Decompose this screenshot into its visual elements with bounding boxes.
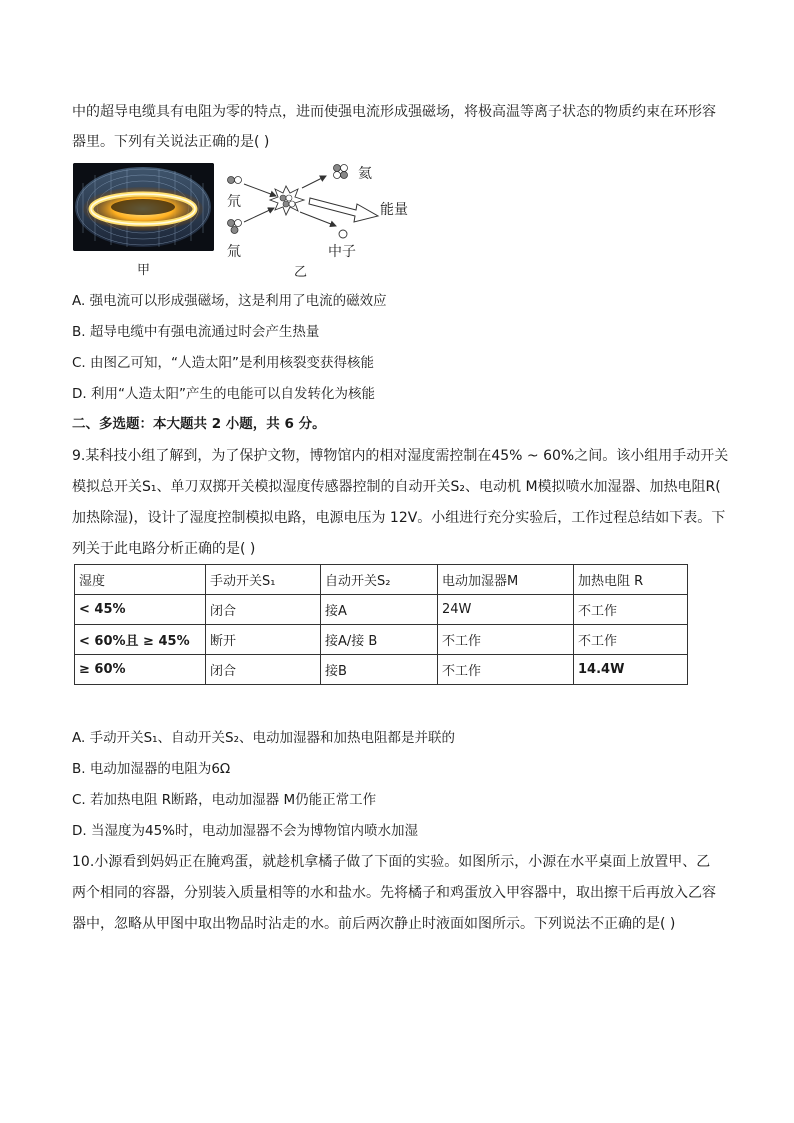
- table-header-cell: 电动加湿器M: [438, 565, 574, 595]
- q9-option-d: D. 当湿度为45%时，电动加湿器不会为博物馆内喷水加湿: [72, 823, 418, 839]
- table-cell: 闭合: [206, 595, 321, 625]
- table-cell: 断开: [206, 625, 321, 655]
- table-header-row: [75, 565, 688, 595]
- q9-text-line: 加热除湿)，设计了湿度控制模拟电路，电源电压为 12V。小组进行充分实验后，工作过程总结如下表。下: [72, 510, 726, 526]
- energy-arrow: [309, 198, 378, 222]
- question-text-line: 器里。下列有关说法正确的是( ): [72, 134, 270, 150]
- humidity-table: [74, 564, 688, 685]
- question-text-line: 中的超导电缆具有电阻为零的特点，进而使强电流形成强磁场，将极高温等离子状态的物质约束在环形容: [72, 104, 716, 120]
- q10-text-line: 器中，忽略从甲图中取出物品时沾走的水。前后两次静止时液面如图所示。下列说法不正确的是( ): [72, 916, 676, 932]
- deuterium-nucleus: [228, 177, 242, 184]
- q8-option-b: B. 超导电缆中有强电流通过时会产生热量: [72, 324, 320, 340]
- table-cell: 不工作: [438, 655, 574, 685]
- q9-option-b: B. 电动加湿器的电阻为6Ω: [72, 761, 231, 777]
- q10-text-line: 10.小源看到妈妈正在腌鸡蛋，就趁机拿橘子做了下面的实验。如图所示，小源在水平桌面上放置甲、乙: [72, 854, 711, 870]
- q8-option-c: C. 由图乙可知，“人造太阳”是利用核裂变获得核能: [72, 355, 374, 371]
- table-cell: 接A: [321, 595, 438, 625]
- label-neutron: 中子: [328, 244, 356, 260]
- table-cell: < 60%且 ≥ 45%: [75, 625, 206, 655]
- table-header-cell: 加热电阻 R: [574, 565, 688, 595]
- table-cell: 不工作: [574, 625, 688, 655]
- tritium-nucleus: [228, 220, 242, 234]
- table-row: [75, 655, 688, 685]
- table-header-cell: 手动开关S₁: [206, 565, 321, 595]
- table-cell: 不工作: [438, 625, 574, 655]
- table-header-cell: 自动开关S₂: [321, 565, 438, 595]
- figure-label-yi: 乙: [294, 265, 308, 280]
- table-row: [75, 625, 688, 655]
- q10-text-line: 两个相同的容器，分别装入质量相等的水和盐水。先将橘子和鸡蛋放入甲容器中，取出擦干后再放入乙容: [72, 885, 716, 901]
- tokamak-photo: [73, 163, 214, 251]
- section-heading: 二、多选题：本大题共 2 小题，共 6 分。: [72, 416, 326, 432]
- q9-option-c: C. 若加热电阻 R断路，电动加湿器 M仍能正常工作: [72, 792, 377, 808]
- q9-option-a: A. 手动开关S₁、自动开关S₂、电动加湿器和加热电阻都是并联的: [72, 730, 456, 746]
- table-cell: < 45%: [75, 595, 206, 625]
- table-header-cell: 湿度: [75, 565, 206, 595]
- fusion-diagram: [218, 160, 428, 280]
- q8-option-d: D. 利用“人造太阳”产生的电能可以自发转化为核能: [72, 386, 375, 402]
- q9-text-line: 模拟总开关S₁、单刀双掷开关模拟湿度传感器控制的自动开关S₂、电动机 M模拟喷水加湿器、加热电阻R(: [72, 479, 721, 495]
- label-energy: 能量: [380, 202, 408, 218]
- figure-label-jia: 甲: [137, 263, 151, 278]
- table-cell: 24W: [438, 595, 574, 625]
- table-cell: 14.4W: [574, 655, 688, 685]
- table-cell: 不工作: [574, 595, 688, 625]
- table-cell: 接A/接 B: [321, 625, 438, 655]
- label-helium: 氦: [358, 166, 372, 182]
- helium-nucleus: [334, 165, 348, 179]
- q8-option-a: A. 强电流可以形成强磁场，这是利用了电流的磁效应: [72, 293, 387, 309]
- label-deuterium: 氘: [227, 194, 241, 210]
- q9-text-line: 列关于此电路分析正确的是( ): [72, 541, 256, 557]
- table-row: [75, 595, 688, 625]
- table-cell: 接B: [321, 655, 438, 685]
- label-tritium: 氚: [227, 244, 241, 260]
- table-cell: 闭合: [206, 655, 321, 685]
- table-cell: ≥ 60%: [75, 655, 206, 685]
- neutron: [339, 230, 347, 238]
- q9-text-line: 9.某科技小组了解到，为了保护文物，博物馆内的相对湿度需控制在45% ~ 60%之间。该小组用手动开关: [72, 448, 729, 464]
